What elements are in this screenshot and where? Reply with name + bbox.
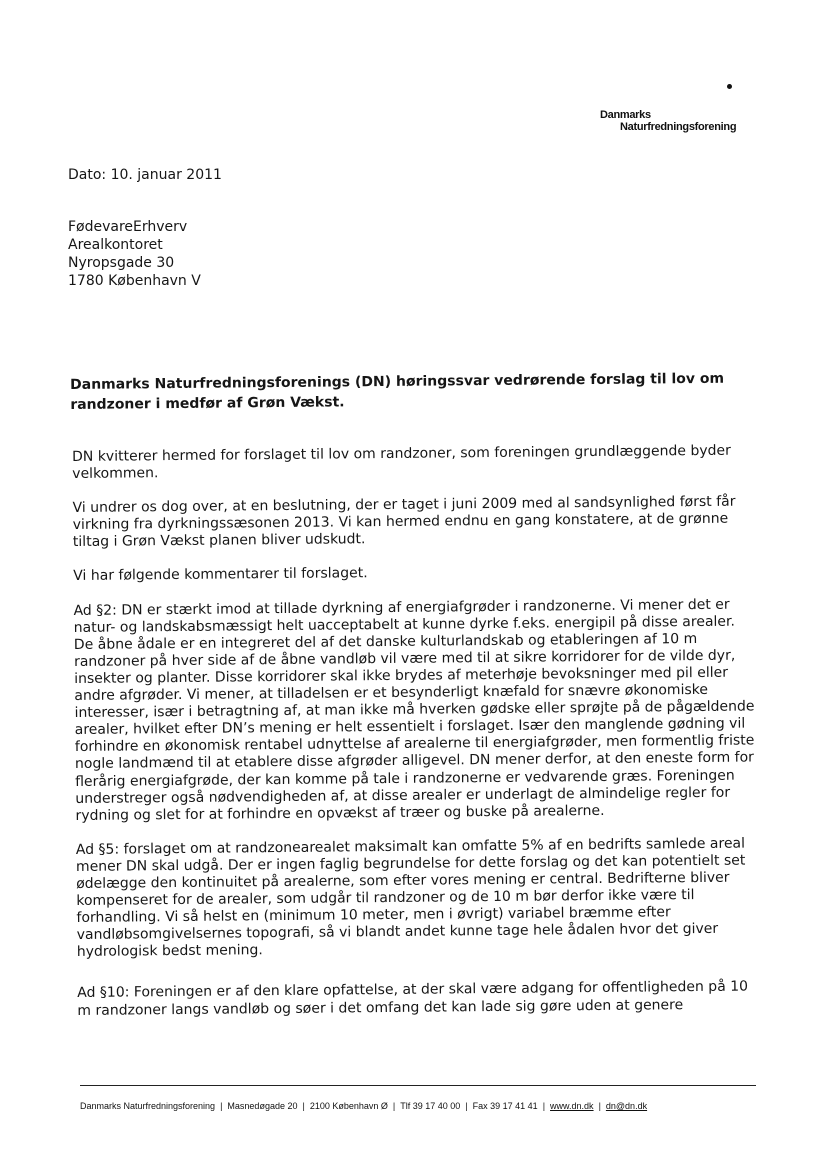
recipient-line: FødevareErhverv	[68, 219, 188, 235]
footer-separator: |	[302, 1101, 305, 1111]
letter-heading: Danmarks Naturfredningsforenings (DN) høringssvar vedrørende forslag til lov om randzoner i medfør af Grøn Vækst.	[70, 370, 725, 413]
footer-fax: Fax 39 17 41 41	[472, 1101, 538, 1111]
letter-body	[72, 442, 762, 1036]
footer-separator: |	[598, 1101, 601, 1111]
footer-email-link[interactable]: dn@dn.dk	[605, 1101, 648, 1111]
body-paragraph: Vi undrer os dog over, at en beslutning, der er taget i juni 2009 med al sandsynlighed først får virkning fra dyrkningssæsonen 2013. Vi kan hermed endnu en gang konstatere, at de grønne tiltag i Grøn Vækst planen bliver udskudt.	[72, 493, 736, 551]
footer-phone: Tlf 39 17 40 00	[400, 1101, 461, 1111]
body-paragraph: Ad §5: forslaget om at randzonearealet maksimalt kan omfatte 5% af en bedrifts samlede areal mener DN skal udgå. Der er ingen faglig begrundelse for dette forslag og det kan potentielt set ødelægge den kontinuitet på arealerne, som efter vores mening er central. Bedrifterne bliver kompenseret for de arealer, som udgår til randzoner og de 10 m bør derfor ikke være til forhandling. Vi så helst en (minimum 10 meter, men i øvrigt) variabel bræmme efter vandløbsomgivelsernes topografi, så vi blandt andet kunne tage hele ådalen hvor det giver hydrologisk bedst mening.	[75, 835, 746, 961]
footer-org: Danmarks Naturfredningsforening	[80, 1101, 216, 1111]
decorative-dot	[727, 84, 732, 89]
footer-separator: |	[220, 1101, 223, 1111]
letter-date: Dato: 10. januar 2011	[68, 167, 222, 183]
footer-separator: |	[542, 1101, 546, 1111]
footer-divider	[80, 1085, 756, 1086]
letterhead-logo	[600, 109, 760, 133]
footer	[80, 1101, 770, 1111]
footer-separator: |	[465, 1101, 468, 1111]
body-paragraph: DN kvitterer hermed for forslaget til lov om randzoner, som foreningen grundlæggende byder velkommen.	[72, 442, 731, 483]
recipient-line: Arealkontoret	[68, 237, 163, 253]
footer-city: 2100 København Ø	[309, 1101, 388, 1111]
recipient-address	[68, 218, 201, 290]
body-paragraph: Vi har følgende kommentarer til forslaget.	[73, 565, 368, 585]
body-paragraph: Ad §10: Foreningen er af den klare opfattelse, at der skal være adgang for offentligheden på 10 m randzoner langs vandløb og søer i det omfang det kan lade sig gøre uden at genere	[77, 978, 749, 1019]
footer-address: Masnedøgade 20	[227, 1101, 298, 1111]
recipient-line: Nyropsgade 30	[68, 255, 175, 271]
letterhead-org-line1: Danmarks	[600, 109, 651, 121]
body-paragraph: Ad §2: DN er stærkt imod at tillade dyrkning af energiafgrøder i randzonerne. Vi mener det er natur- og landskabsmæssigt helt uacceptabelt at kunne dyrke f.eks. energipil på disse arealer. De åbne ådale er en integreret del af det danske kulturlandskab og etableringen af 10 m randzoner på hver side af de åbne vandløb vil være med til at sikre korridorer for de vilde dyr, insekter og planter. Disse korridorer skal ikke brydes af meterhøje bevoksninger med pil eller andre afgrøder. Vi mener, at tilladelsen er et besynderligt knæfald for snævre økonomiske interesser, især i betragtning af, at man ikke må hverken gødske eller sprøjte på de pågældende arealer, hvilket efter DN’s mening er helt essentielt i forslaget. Især den manglende gødning vil forhindre en økonomisk rentabel udnyttelse af arealerne til energiafgrøder, men formentlig friste nogle landmænd til at etablere disse afgrøder alligevel. DN mener derfor, at den eneste form for flerårig energiafgrøde, der kan komme på tale i randzonerne er vedvarende græs. Foreningen understreger også nødvendigheden af, at disse arealer er underlagt de almindelige regler for rydning og slet for at forhindre en opvækst af træer og buske på arealerne.	[73, 596, 755, 824]
recipient-line: 1780 København V	[68, 273, 201, 289]
footer-separator: |	[392, 1101, 396, 1111]
footer-web-link[interactable]: www.dn.dk	[550, 1101, 594, 1111]
letterhead-org-line2: Naturfredningsforening	[620, 121, 737, 133]
